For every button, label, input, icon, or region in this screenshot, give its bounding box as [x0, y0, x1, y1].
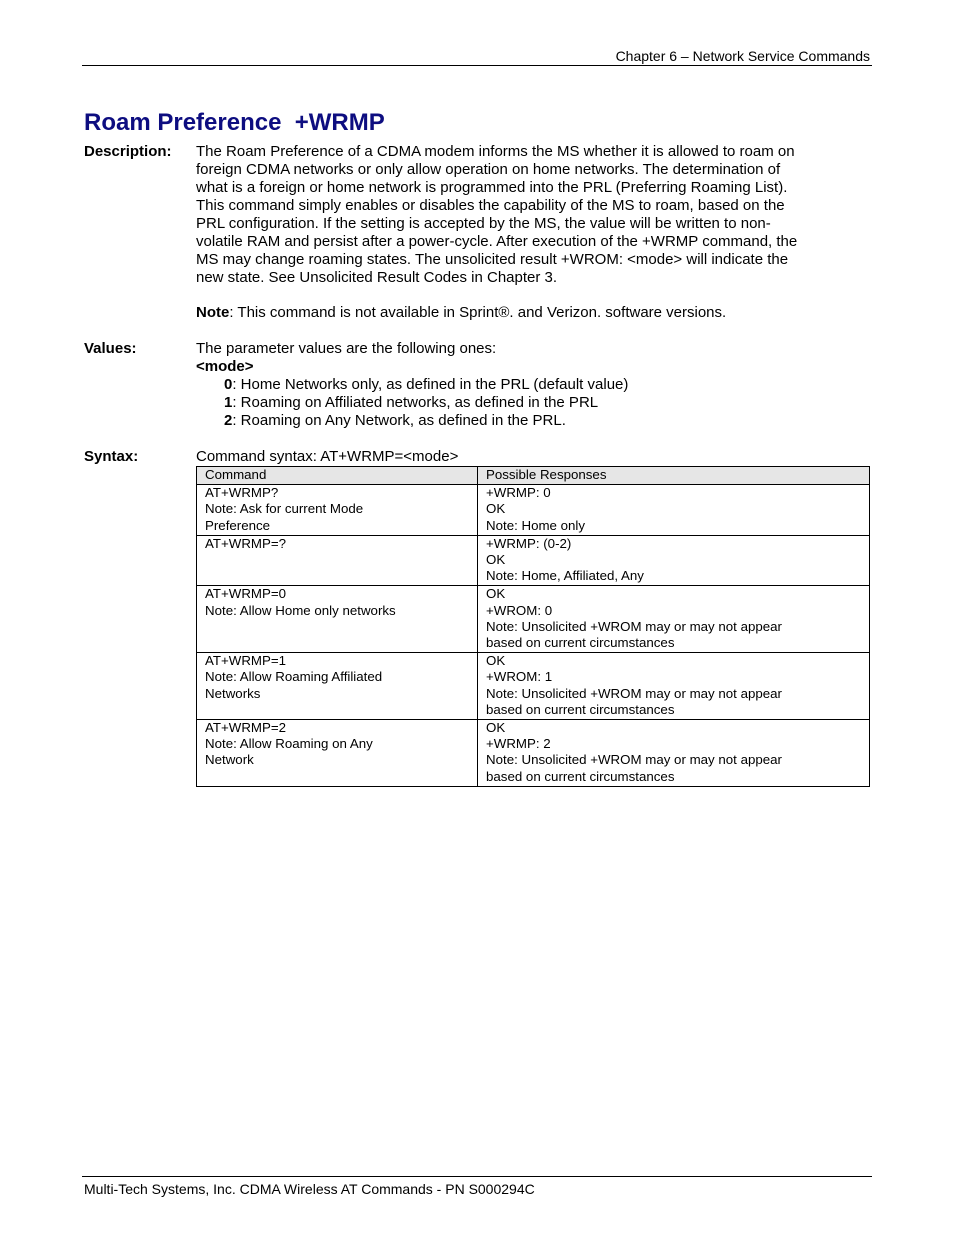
command-cell-line: Note: Allow Roaming Affiliated: [205, 669, 383, 685]
response-cell-line: OK: [486, 653, 506, 669]
description-section: [196, 143, 846, 287]
response-cell-line: Note: Unsolicited +WROM may or may not appear: [486, 685, 782, 701]
response-cell-line: +WRMP: 2: [486, 736, 551, 752]
response-cell-line: +WROM: 1: [486, 669, 553, 685]
description-label: Description:: [84, 143, 172, 160]
description-line: MS may change roaming states. The unsolicited result +WROM: <mode> will indicate the: [196, 251, 789, 268]
description-line: PRL configuration. If the setting is accepted by the MS, the value will be written to non-: [196, 215, 771, 232]
table-row: [197, 653, 870, 720]
response-cell-line: Note: Home only: [486, 517, 586, 533]
response-cell-line: OK: [486, 552, 506, 568]
description-line: The Roam Preference of a CDMA modem informs the MS whether it is allowed to roam on: [196, 143, 795, 160]
description-line: foreign CDMA networks or only allow operation on home networks. The determination of: [196, 161, 781, 178]
command-cell: [197, 535, 478, 586]
command-cell: [197, 586, 478, 653]
footer-divider: [82, 1176, 872, 1177]
response-cell-line: +WRMP: 0: [486, 485, 551, 501]
command-cell-line: Network: [205, 752, 254, 768]
table-row: [197, 485, 870, 536]
response-cell-line: +WROM: 0: [486, 602, 553, 618]
command-cell: [197, 720, 478, 787]
response-cell: [478, 535, 870, 586]
table-header-row: [197, 467, 870, 485]
command-cell-line: AT+WRMP=0: [205, 586, 287, 602]
command-cell-line: Networks: [205, 685, 261, 701]
command-cell-line: Note: Allow Roaming on Any: [205, 736, 373, 752]
response-cell-line: based on current circumstances: [486, 768, 675, 784]
note-text: : This command is not available in Sprint®. and Verizon. software versions.: [229, 304, 727, 321]
response-cell: [478, 720, 870, 787]
command-cell-line: Preference: [205, 517, 271, 533]
command-cell-line: AT+WRMP=1: [205, 653, 287, 669]
command-cell-line: AT+WRMP=?: [205, 535, 287, 551]
value-item: 1: Roaming on Affiliated networks, as defined in the PRL: [224, 394, 599, 411]
page-title: Roam Preference +WRMP: [84, 109, 385, 136]
table-row: [197, 586, 870, 653]
value-item: 0: Home Networks only, as defined in the PRL (default value): [224, 376, 629, 393]
table-body: [197, 485, 870, 787]
response-cell-line: OK: [486, 720, 506, 736]
table-row: [197, 535, 870, 586]
footer-text: Multi-Tech Systems, Inc. CDMA Wireless AT Commands - PN S000294C: [84, 1181, 535, 1197]
command-cell: [197, 653, 478, 720]
response-cell-line: +WRMP: (0-2): [486, 535, 572, 551]
response-cell: [478, 485, 870, 536]
command-cell-line: AT+WRMP?: [205, 485, 279, 501]
response-cell-line: Note: Unsolicited +WROM may or may not appear: [486, 618, 782, 634]
syntax-label: Syntax:: [84, 448, 139, 465]
description-line: volatile RAM and persist after a power-cycle. After execution of the +WRMP command, the: [196, 233, 798, 250]
response-cell: [478, 586, 870, 653]
syntax-intro: Command syntax: AT+WRMP=<mode>: [196, 448, 459, 465]
response-cell-line: Note: Home, Affiliated, Any: [486, 568, 644, 584]
response-cell-line: based on current circumstances: [486, 701, 675, 717]
column-header-command: Command: [197, 467, 478, 485]
response-cell: [478, 653, 870, 720]
response-cell-line: OK: [486, 501, 506, 517]
description-line: new state. See Unsolicited Result Codes in Chapter 3.: [196, 269, 558, 286]
header-divider: [82, 65, 872, 66]
chapter-header: Chapter 6 – Network Service Commands: [615, 48, 870, 64]
description-line: This command simply enables or disables the capability of the MS to roam, based on the: [196, 197, 785, 214]
response-cell-line: Note: Unsolicited +WROM may or may not appear: [486, 752, 782, 768]
values-section: [196, 340, 846, 430]
description-line: what is a foreign or home network is programmed into the PRL (Preferring Roaming List).: [196, 179, 788, 196]
table-row: [197, 720, 870, 787]
mode-param: <mode>: [196, 358, 254, 375]
command-table: [196, 466, 870, 787]
response-cell-line: OK: [486, 586, 506, 602]
response-cell-line: based on current circumstances: [486, 635, 675, 651]
command-cell-line: Note: Allow Home only networks: [205, 602, 396, 618]
column-header-responses: Possible Responses: [478, 467, 870, 485]
command-cell-line: AT+WRMP=2: [205, 720, 287, 736]
command-cell-line: Note: Ask for current Mode: [205, 501, 364, 517]
note-label: Note: [196, 304, 230, 321]
description-note: [196, 304, 846, 322]
values-intro: The parameter values are the following ones:: [196, 340, 497, 357]
values-label: Values:: [84, 340, 137, 357]
value-item: 2: Roaming on Any Network, as defined in the PRL.: [224, 412, 566, 429]
command-cell: [197, 485, 478, 536]
